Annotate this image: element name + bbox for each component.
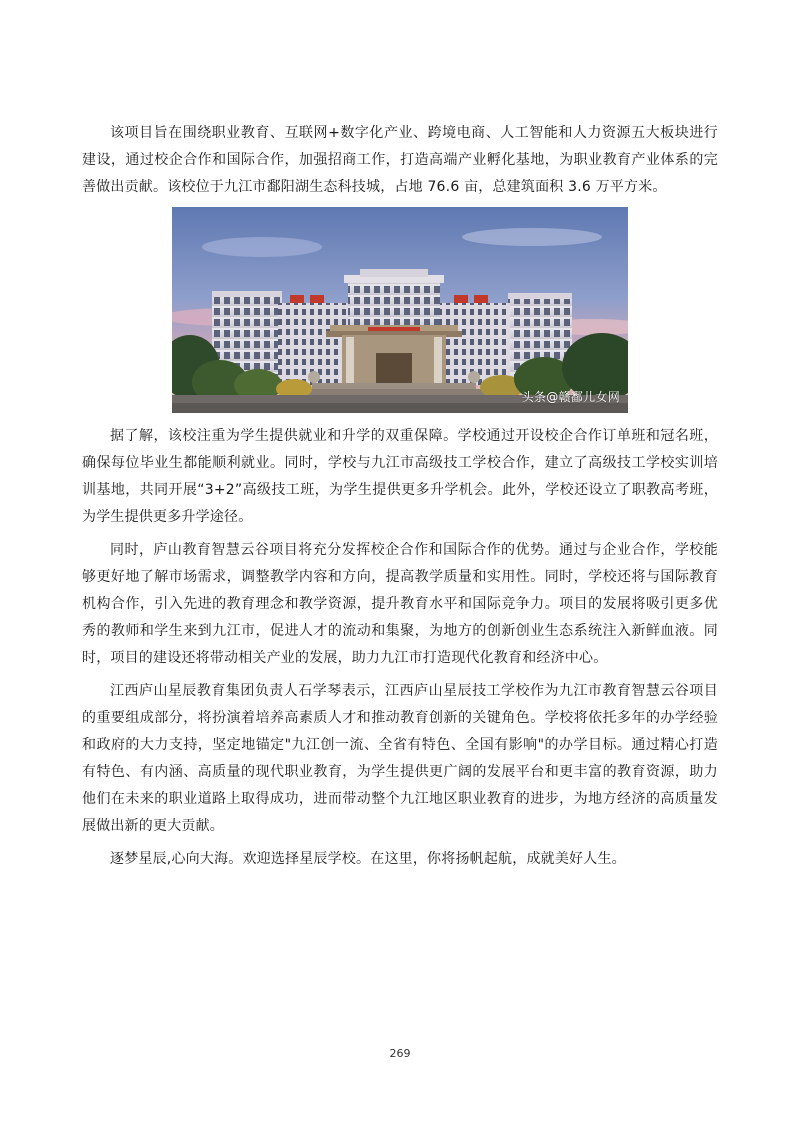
photo-watermark: 头条@赣鄱儿女网: [521, 390, 620, 404]
paragraph-1: 该项目旨在围绕职业教育、互联网+数字化产业、跨境电商、人工智能和人力资源五大板块进行建设，通过校企合作和国际合作，加强招商工作，打造高端产业孵化基地，为职业教育产业体系的完善做出贡献。该校位于九江市鄱阳湖生态科技城，占地 76.6 亩，总建筑面积 3.6 万平方米。: [82, 125, 718, 195]
paragraph-5: 逐梦星辰,心向大海。欢迎选择星辰学校。在这里，你将扬帆起航，成就美好人生。: [110, 851, 626, 867]
page-number: 269: [389, 1047, 411, 1060]
school-building-illustration: [172, 207, 628, 413]
paragraph-3: 同时，庐山教育智慧云谷项目将充分发挥校企合作和国际合作的优势。通过与企业合作，学校能够更好地了解市场需求，调整教学内容和方向，提高教学质量和实用性。同时，学校还将与国际教育机构合作，引入先进的教育理念和教学资源，提升教育水平和国际竞争力。项目的发展将吸引更多优秀的教师和学生来到九江市，促进人才的流动和集聚，为地方的创新创业生态系统注入新鲜血液。同时，项目的建设还将带动相关产业的发展，助力九江市打造现代化教育和经济中心。: [82, 542, 718, 666]
paragraph-4: 江西庐山星辰教育集团负责人石学琴表示，江西庐山星辰技工学校作为九江市教育智慧云谷项目的重要组成部分，将扮演着培养高素质人才和推动教育创新的关键角色。学校将依托多年的办学经验和政府的大力支持，坚定地锚定"九江创一流、全省有特色、全国有影响"的办学目标。通过精心打造有特色、有内涵、高质量的现代职业教育，为学生提供更广阔的发展平台和更丰富的教育资源，助力他们在未来的职业道路上取得成功，进而带动整个九江地区职业教育的进步，为地方经济的高质量发展做出新的更大贡献。: [82, 683, 718, 834]
school-building-photo: [172, 207, 628, 413]
document-body: [82, 120, 718, 879]
paragraph-2: 据了解，该校注重为学生提供就业和升学的双重保障。学校通过开设校企合作订单班和冠名班，确保每位毕业生都能顺利就业。同时，学校与九江市高级技工学校合作，建立了高级技工学校实训培训基地，共同开展“3+2”高级技工班，为学生提供更多升学机会。此外，学校还设立了职教高考班，为学生提供更多升学途径。: [82, 428, 718, 525]
